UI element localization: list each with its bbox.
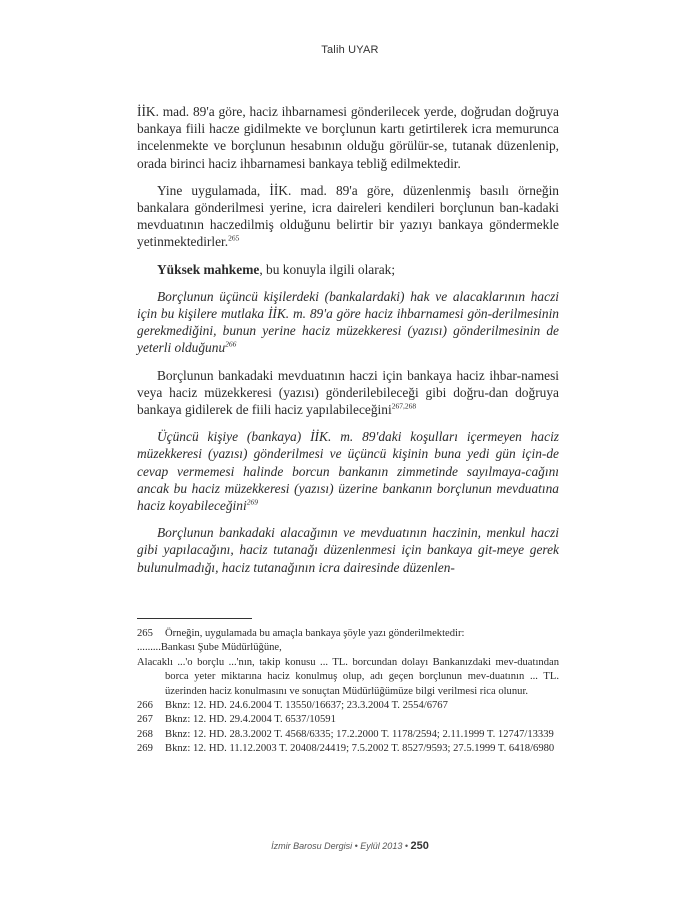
footnote-265: 265 Örneğin, uygulamada bu amaçla bankaya şöyle yazı gönderilmektedir:	[137, 628, 465, 639]
footnote-269: 269 Bknz: 12. HD. 11.12.2003 T. 20408/24419; 7.5.2002 T. 8527/9593; 27.5.1999 T. 6418/6980	[137, 743, 555, 755]
page-footer	[0, 840, 700, 852]
footnote-ref-269[interactable]: 269	[246, 497, 258, 507]
footnote-265-line-2: .........Bankası Şube Müdürlüğüne,	[137, 642, 282, 654]
footnote-265-line-3: Alacaklı ...'o borçlu ...'nın, takip konusu ... TL. borcundan dolayı Bankanızdaki mev-duatından borca yeter miktarına haciz konulmuş olup, adı geçen borçlunun mev-duatının ... TL. üzerinden haciz konulmasını ve sonuçtan Müdürlüğümüze bilgi verilmesi rica olunur.	[137, 656, 559, 697]
header-author: Talih UYAR	[321, 44, 379, 56]
page-number: 250	[410, 840, 429, 852]
footnote-266: 266 Bknz: 12. HD. 24.6.2004 T. 13550/16637; 23.3.2004 T. 2554/6767	[137, 700, 448, 712]
footnote-268: 268 Bknz: 12. HD. 28.3.2002 T. 4568/6335; 17.2.2000 T. 1178/2594; 2.11.1999 T. 12747/13339	[137, 728, 554, 740]
quote-paragraph-1: Borçlunun üçüncü kişilerdeki (bankalardaki) hak ve alacaklarının haczi için bu kişilere mutlaka İİK. m. 89'a göre haciz ihbarnamesi gön-derilmesinin gerekmediğini, bunun yerine haciz müzekkeresi (yazısı) gönderilmesinin de yeterli olduğunu$^{266}$	[137, 288, 559, 356]
footnotes	[137, 627, 559, 757]
running-header	[0, 44, 700, 56]
paragraph-4: Borçlunun bankadaki mevduatının haczi için bankaya haciz ihbar-namesi veya haciz müzekkeresi (yazısı) gönderilebileceği gibi doğru-dan doğruya bankaya gidilerek de fiili haciz yapılabileceğini$^{267,268}$	[137, 367, 559, 418]
footnote-267: 267 Bknz: 12. HD. 29.4.2004 T. 6537/10591	[137, 714, 336, 726]
footnote-ref-267-268[interactable]: 267,268	[391, 401, 417, 411]
quote-paragraph-3: Borçlunun bankadaki alacağının ve mevduatının haczinin, menkul haczi gibi yapılacağını, haciz tutanağı düzenlenmesi için bankaya git-meye gerek bulunulmadığı, haciz tutanağının icra dairesinde düzenlen-	[137, 525, 559, 575]
main-text	[137, 103, 559, 586]
paragraph-3: Yüksek mahkeme, bu konuyla ilgili olarak;	[157, 261, 396, 277]
bold-term: Yüksek mahkeme	[157, 261, 260, 277]
footnote-ref-265[interactable]: 265	[228, 233, 240, 243]
journal-name: İzmir Barosu Dergisi • Eylül 2013 •	[271, 841, 408, 851]
footnote-ref-266[interactable]: 266	[225, 339, 237, 349]
quote-paragraph-2: Üçüncü kişiye (bankaya) İİK. m. 89'daki koşulları içermeyen haciz müzekkeresi (yazısı) gönderilmesi ve üçüncü kişinin buna yedi gün için-de cevap vermemesi halinde borcun bankanın zimmetinde sayılmaya-cağını ancak bu haciz müzekkeresi (yazısı) üzerine bankanın borçlunun mevduatına haciz koyabileceğini$^{269}$	[137, 429, 559, 514]
paragraph-2: Yine uygulamada, İİK. mad. 89'a göre, düzenlenmiş basılı örneğin bankalara gönderilmesi yerine, icra daireleri kendileri borçlunun ban-kadaki mevduatının haczedilmiş olduğunu belirtir bir yazıyı bankaya göndermekle yetinmektedirler.$^{265}$	[137, 182, 559, 250]
footnote-divider	[137, 618, 252, 619]
paragraph-1: İİK. mad. 89'a göre, haciz ihbarnamesi gönderilecek yerde, doğrudan doğruya bankaya fiili hacze gidilmekte ve borçlunun kartı getirtilerek icra memurunca incelenmekte ve borçlunun hesabının olduğu görülür-se, tutanak düzenlenip, orada birinci haciz ihbarnamesi bankaya tebliğ edilmektedir.	[137, 104, 559, 171]
